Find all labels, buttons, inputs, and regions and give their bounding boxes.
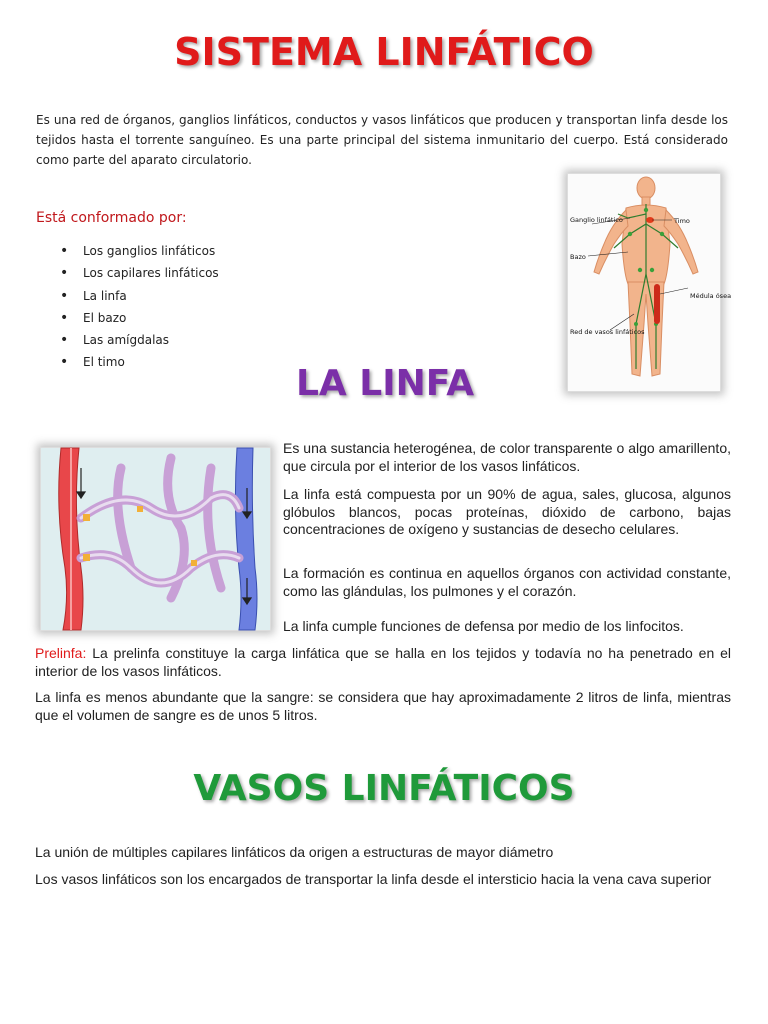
linfa-paragraph-4: La linfa cumple funciones de defensa por medio de los linfocitos. [283,618,684,634]
label-red: Red de vasos linfáticos [570,328,645,336]
lymph-capillary-illustration [40,447,271,631]
lymphatic-body-illustration [567,173,732,392]
label-bazo: Bazo [570,253,586,261]
components-list [60,240,219,374]
components-heading: Está conformado por: [36,210,187,226]
linfa-paragraph-3: La formación es continua en aquellos órganos con actividad constante, como las glándulas, los pulmones y el corazón. [283,565,731,599]
intro-paragraph: Es una red de órganos, ganglios linfáticos, conductos y vasos linfáticos que producen y transportan linfa desde los tejidos hasta el torrente sanguíneo. Es una parte principal del sistema inmunitario del cuerpo. Está considerado como parte del aparato circulatorio. [36,113,728,167]
label-medula: Médula ósea [690,292,732,300]
list-item: • El bazo [60,307,219,329]
section-title-linfa: LA LINFA [295,363,475,404]
linfa-volume-paragraph: La linfa es menos abundante que la sangre: se considera que hay aproximadamente 2 litros de linfa, mientras que el volumen de sangre es de unos 5 litros. [35,689,731,723]
prelinfa-text: La prelinfa constituye la carga linfática que se halla en los tejidos y todavía no ha penetrado en el interior de los vasos linfáticos. [35,645,731,679]
label-timo: Timo [674,217,690,225]
linfa-paragraph-1: Es una sustancia heterogénea, de color transparente o algo amarillento, que circula por el interior de los vasos linfáticos. [283,440,731,474]
vasos-paragraph-1: La unión de múltiples capilares linfáticos da origen a estructuras de mayor diámetro [35,844,554,860]
list-item: • Los ganglios linfáticos [60,240,219,262]
human-body-figure [568,174,732,391]
prelinfa-paragraph [35,645,731,680]
vasos-paragraph-2: Los vasos linfáticos son los encargados de transportar la linfa desde el intersticio hacia la vena cava superior [35,871,712,887]
page-title: SISTEMA LINFÁTICO [174,30,594,74]
capillary-network-figure [41,448,270,630]
linfa-paragraph-2: La linfa está compuesta por un 90% de agua, sales, glucosa, algunos glóbulos blancos, pocas proteínas, dióxido de carbono, bajas concentraciones de oxígeno y sustancias de desecho celulares. [283,486,731,537]
section-title-vasos: VASOS LINFÁTICOS [193,768,575,809]
label-ganglio: Ganglio linfático [570,216,623,224]
list-item: • El timo [60,351,219,373]
prelinfa-label: Prelinfa: [35,645,87,661]
list-item: • Las amígdalas [60,329,219,351]
list-item: • La linfa [60,285,219,307]
list-item: • Los capilares linfáticos [60,262,219,284]
